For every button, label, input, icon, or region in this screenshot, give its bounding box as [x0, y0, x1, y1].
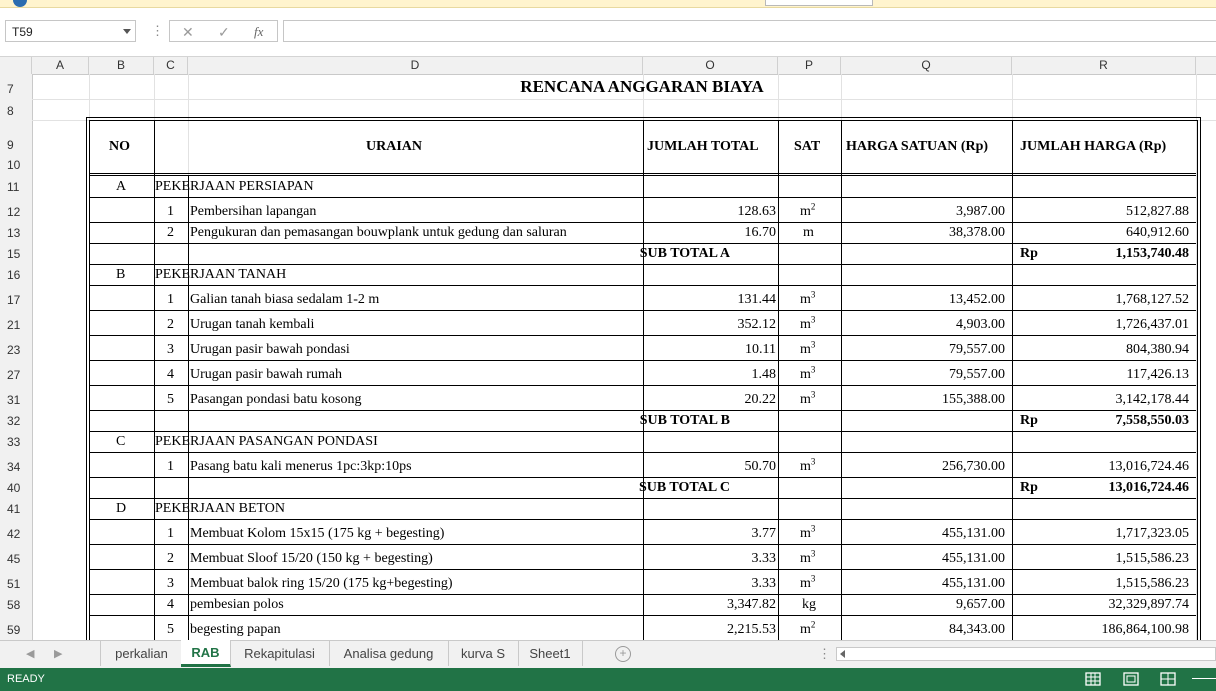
item-total: 2,215.53 — [727, 622, 776, 637]
header-harga-satuan: HARGA SATUAN (Rp) — [846, 139, 989, 154]
page-break-preview-icon[interactable] — [1158, 671, 1178, 687]
row-header[interactable]: 16 — [7, 268, 21, 282]
item-jumlah: 804,380.94 — [1126, 342, 1189, 357]
message-bar — [0, 0, 1216, 8]
item-jumlah: 512,827.88 — [1126, 204, 1189, 219]
item-uraian: Pasangan pondasi batu kosong — [190, 392, 362, 407]
row-header[interactable]: 12 — [7, 205, 21, 219]
item-total: 128.63 — [737, 204, 776, 219]
item-uraian: Pasang batu kali menerus 1pc:3kp:10ps — [190, 459, 412, 474]
item-harga: 79,557.00 — [949, 342, 1005, 357]
name-box-value: T59 — [12, 25, 33, 39]
item-sat: kg — [802, 597, 816, 612]
section-title: PEKERJAAN PASANGAN PONDASI — [155, 434, 378, 449]
row-header[interactable]: 58 — [7, 598, 21, 612]
sheet-tab-active[interactable]: RAB — [181, 640, 231, 667]
item-uraian: Urugan pasir bawah pondasi — [190, 342, 350, 357]
item-uraian: begesting papan — [190, 622, 281, 637]
sheet-tab[interactable]: kurva S — [448, 641, 519, 666]
row-header[interactable]: 41 — [7, 502, 21, 516]
item-no: 1 — [167, 526, 174, 541]
item-harga: 3,987.00 — [956, 204, 1005, 219]
item-uraian: Galian tanah biasa sedalam 1-2 m — [190, 292, 380, 307]
item-total: 3,347.82 — [727, 597, 776, 612]
item-uraian: pembesian polos — [190, 597, 284, 612]
row-header[interactable]: 33 — [7, 435, 21, 449]
column-header[interactable]: A — [32, 57, 89, 74]
item-harga: 155,388.00 — [942, 392, 1005, 407]
status-ready: READY — [7, 673, 45, 685]
subtotal-currency: Rp — [1020, 480, 1038, 495]
row-header[interactable]: 51 — [7, 577, 21, 591]
item-total: 20.22 — [744, 392, 776, 407]
item-harga: 455,131.00 — [942, 576, 1005, 591]
item-harga: 38,378.00 — [949, 225, 1005, 240]
item-jumlah: 117,426.13 — [1126, 367, 1189, 382]
item-no: 4 — [167, 597, 174, 612]
row-header[interactable]: 27 — [7, 368, 21, 382]
item-no: 3 — [167, 342, 174, 357]
section-no: D — [116, 501, 127, 516]
item-harga: 79,557.00 — [949, 367, 1005, 382]
item-no: 1 — [167, 292, 174, 307]
item-sat: $m^3$ — [800, 289, 816, 307]
item-jumlah: 1,717,323.05 — [1115, 526, 1189, 541]
subtotal-currency: Rp — [1020, 413, 1038, 428]
scroll-tabs-left-icon[interactable]: ◀ — [26, 648, 35, 660]
item-total: 3.33 — [751, 576, 776, 591]
sheet-tab[interactable]: perkalian — [100, 641, 183, 666]
section-title: PEKERJAAN TANAH — [155, 267, 287, 282]
chevron-down-icon[interactable] — [123, 29, 131, 34]
more-icon[interactable]: ⋮ — [151, 23, 164, 38]
formula-buttons — [169, 20, 278, 42]
row-header[interactable]: 23 — [7, 343, 21, 357]
section-title: PEKERJAAN BETON — [155, 501, 286, 516]
column-header[interactable]: C — [154, 57, 188, 74]
horizontal-scrollbar[interactable] — [836, 647, 1216, 661]
sheet-tabs-bar — [0, 640, 1216, 668]
item-jumlah: 640,912.60 — [1126, 225, 1189, 240]
subtotal-label: SUB TOTAL B — [639, 413, 730, 428]
sheet-title: RENCANA ANGGARAN BIAYA — [520, 77, 764, 96]
item-harga: 84,343.00 — [949, 622, 1005, 637]
page-layout-icon[interactable] — [1121, 671, 1141, 687]
item-uraian: Membuat balok ring 15/20 (175 kg+begesting) — [190, 576, 453, 591]
subtotal-value: 1,153,740.48 — [1115, 246, 1189, 261]
item-total: 131.44 — [737, 292, 776, 307]
column-header[interactable]: O — [643, 57, 778, 74]
item-sat: m — [803, 225, 814, 240]
item-total: 1.48 — [751, 367, 776, 382]
header-jumlah-harga: JUMLAH HARGA (Rp) — [1020, 139, 1167, 154]
row-header[interactable]: 34 — [7, 460, 21, 474]
sheet-tab[interactable]: Sheet1 — [518, 641, 583, 666]
item-total: 16.70 — [744, 225, 776, 240]
item-sat: $m^3$ — [800, 339, 816, 357]
sheet-tab[interactable]: Analisa gedung — [329, 641, 449, 666]
header-uraian: URAIAN — [366, 139, 422, 154]
item-total: 352.12 — [737, 317, 776, 332]
item-no: 3 — [167, 576, 174, 591]
scroll-left-icon[interactable] — [840, 650, 845, 658]
row-header[interactable]: 11 — [7, 180, 20, 194]
item-sat: $m^3$ — [800, 523, 816, 541]
item-jumlah: 186,864,100.98 — [1101, 622, 1189, 637]
item-jumlah: 32,329,897.74 — [1108, 597, 1189, 612]
item-jumlah: 1,515,586.23 — [1115, 551, 1189, 566]
row-header[interactable]: 10 — [7, 158, 21, 172]
item-no: 1 — [167, 204, 174, 219]
section-no: B — [116, 267, 126, 282]
item-uraian: Urugan tanah kembali — [190, 317, 315, 332]
column-header[interactable]: B — [89, 57, 154, 74]
row-header[interactable]: 21 — [7, 318, 21, 332]
row-header[interactable]: 45 — [7, 552, 21, 566]
column-headers — [0, 57, 1216, 75]
header-no: NO — [109, 139, 130, 154]
row-header[interactable]: 40 — [7, 481, 21, 495]
item-total: 10.11 — [745, 342, 776, 357]
sheet-tab[interactable]: Rekapitulasi — [230, 641, 330, 666]
insert-function-icon[interactable]: fx — [254, 24, 264, 39]
item-harga: 9,657.00 — [956, 597, 1005, 612]
item-no: 4 — [167, 367, 174, 382]
item-harga: 256,730.00 — [942, 459, 1005, 474]
message-bar-button[interactable] — [765, 0, 873, 6]
item-sat: $m^2$ — [800, 619, 816, 637]
more-icon[interactable]: ⋮ — [818, 646, 831, 661]
item-total: 50.70 — [744, 459, 776, 474]
add-sheet-icon[interactable]: + — [615, 646, 631, 662]
row-header[interactable]: 42 — [7, 527, 21, 541]
item-jumlah: 1,768,127.52 — [1115, 292, 1189, 307]
item-no: 2 — [167, 317, 174, 332]
formula-bar — [0, 8, 1216, 57]
item-sat: $m^3$ — [800, 364, 816, 382]
item-no: 2 — [167, 551, 174, 566]
item-harga: 455,131.00 — [942, 526, 1005, 541]
item-sat: $m^3$ — [800, 389, 816, 407]
item-sat: $m^3$ — [800, 314, 816, 332]
row-header[interactable]: 13 — [7, 226, 21, 240]
row-header[interactable]: 32 — [7, 414, 21, 428]
formula-input[interactable] — [283, 20, 1216, 42]
item-no: 2 — [167, 225, 174, 240]
cell-grid[interactable] — [32, 74, 1216, 640]
row-header[interactable]: 7 — [7, 82, 14, 96]
item-harga: 4,903.00 — [956, 317, 1005, 332]
item-sat: $m^3$ — [800, 573, 816, 591]
header-jumlah-total: JUMLAH TOTAL — [647, 139, 759, 154]
section-no: C — [116, 434, 126, 449]
item-jumlah: 1,515,586.23 — [1115, 576, 1189, 591]
subtotal-label: SUB TOTAL C — [638, 480, 730, 495]
item-uraian: Pembersihan lapangan — [190, 204, 317, 219]
cancel-icon[interactable]: ✕ — [182, 24, 194, 40]
item-sat: $m^3$ — [800, 456, 816, 474]
row-header[interactable]: 15 — [7, 247, 21, 261]
select-all-corner[interactable] — [0, 57, 32, 74]
item-harga: 13,452.00 — [949, 292, 1005, 307]
column-header[interactable]: Q — [841, 57, 1012, 74]
item-sat: $m^2$ — [800, 201, 816, 219]
item-harga: 455,131.00 — [942, 551, 1005, 566]
item-uraian: Urugan pasir bawah rumah — [190, 367, 343, 382]
row-header[interactable]: 31 — [7, 393, 21, 407]
section-no: A — [116, 179, 127, 194]
normal-view-icon[interactable] — [1083, 671, 1103, 687]
info-icon — [13, 0, 27, 7]
item-jumlah: 13,016,724.46 — [1108, 459, 1189, 474]
row-header[interactable]: 17 — [7, 293, 21, 307]
row-headers — [0, 74, 33, 640]
section-title: PEKERJAAN PERSIAPAN — [155, 179, 314, 194]
row-header[interactable]: 8 — [7, 104, 14, 118]
item-no: 1 — [167, 459, 174, 474]
subtotal-value: 13,016,724.46 — [1108, 480, 1189, 495]
item-no: 5 — [167, 622, 174, 637]
item-jumlah: 3,142,178.44 — [1115, 392, 1189, 407]
rab-table — [89, 120, 1196, 640]
row-header[interactable]: 9 — [7, 138, 14, 152]
subtotal-value: 7,558,550.03 — [1115, 413, 1189, 428]
subtotal-currency: Rp — [1020, 246, 1038, 261]
item-uraian: Membuat Kolom 15x15 (175 kg + begesting) — [190, 526, 445, 541]
item-sat: $m^3$ — [800, 548, 816, 566]
column-header[interactable]: R — [1012, 57, 1196, 74]
item-no: 5 — [167, 392, 174, 407]
item-jumlah: 1,726,437.01 — [1115, 317, 1189, 332]
item-total: 3.33 — [751, 551, 776, 566]
subtotal-label: SUB TOTAL A — [639, 246, 730, 261]
item-uraian: Membuat Sloof 15/20 (150 kg + begesting) — [190, 551, 433, 566]
name-box[interactable] — [5, 20, 136, 42]
row-header[interactable]: 59 — [7, 623, 21, 637]
item-uraian: Pengukuran dan pemasangan bouwplank untuk gedung dan saluran — [190, 225, 567, 240]
column-header[interactable]: P — [778, 57, 841, 74]
header-sat: SAT — [794, 139, 821, 154]
status-bar — [0, 668, 1216, 691]
enter-icon[interactable]: ✓ — [218, 24, 230, 40]
column-header[interactable]: D — [188, 57, 643, 74]
item-total: 3.77 — [751, 526, 776, 541]
zoom-slider[interactable] — [1192, 678, 1216, 679]
scroll-tabs-right-icon[interactable]: ▶ — [54, 648, 63, 660]
